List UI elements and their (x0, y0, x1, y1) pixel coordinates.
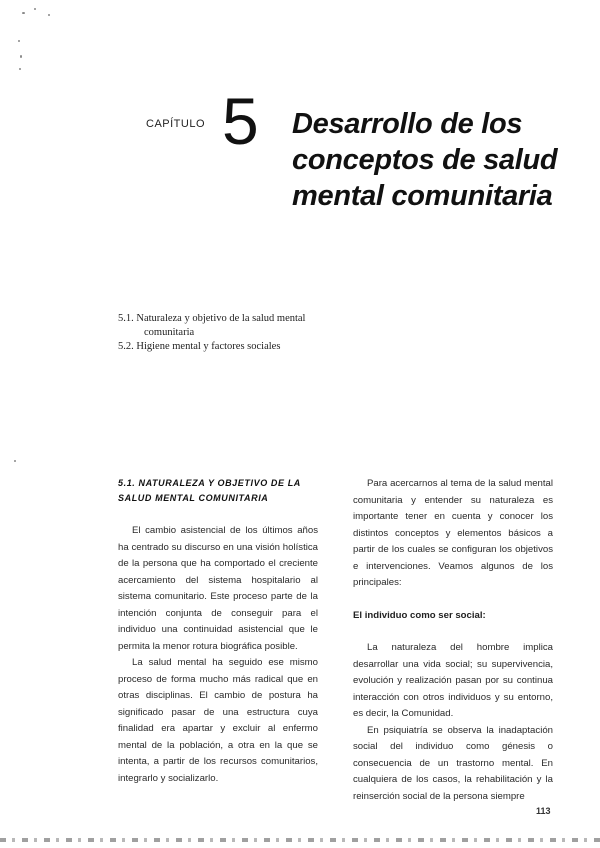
chapter-label: CAPÍTULO (146, 118, 206, 130)
scan-speck (14, 460, 16, 462)
chapter-number: 5 (222, 84, 259, 158)
scan-speck (19, 68, 21, 70)
scan-speck (20, 55, 22, 58)
scan-speck (48, 14, 50, 16)
subheading: El individuo como ser social: (353, 609, 486, 621)
contents-item: 5.1. Naturaleza y objetivo de la salud mental comunitaria (118, 313, 306, 338)
body-paragraph: Para acercarnos al tema de la salud mental comunitaria y entender su naturaleza es importante tener en cuenta y conocer los distintos conceptos y elementos básicos a partir de los cuales se configuran los objetivos e intervenciones. Veamos algunos de los principales: (353, 478, 553, 588)
chapter-title (292, 106, 592, 214)
contents-item: 5.2. Higiene mental y factores sociales (118, 341, 281, 352)
scan-speck (34, 8, 36, 10)
scan-speck (18, 40, 20, 42)
chapter-contents (118, 312, 358, 354)
body-paragraph: La naturaleza del hombre implica desarrollar una vida social; su supervivencia, evolución y realización pasan por su continua interacción con otros individuos y su entorno, es decir, la Comunidad. (353, 642, 553, 719)
scan-speck (22, 12, 25, 14)
chapter-title-line: Desarrollo de los (292, 108, 523, 140)
page-number: 113 (536, 806, 551, 816)
scan-edge (0, 838, 600, 842)
body-paragraph: El cambio asistencial de los últimos años ha centrado su discurso en una visión holística de la persona que ha comportado el creciente acercamiento del sistema hospitalario al sistema comunitario. Este proceso parte de la intención conjunta de conseguir para el individuo una continuidad asistencial que le permita la menor rotura biográfica posible. (118, 525, 318, 652)
section-heading: 5.1. NATURALEZA Y OBJETIVO DE LA SALUD MENTAL COMUNITARIA (118, 478, 301, 503)
body-paragraph: La salud mental ha seguido ese mismo proceso de forma mucho más radical que en otras disciplinas. El cambio de postura ha significado pasar de una estructura cuya finalidad era apartar y excluir al enfermo mental de la población, a otra en la que se intenta, a partir de los recursos comunitarios, integrarlo y socializarlo. (118, 657, 318, 784)
right-column (353, 476, 553, 805)
left-column (118, 476, 318, 787)
chapter-title-line: mental comunitaria (292, 180, 553, 212)
chapter-title-line: conceptos de salud (292, 144, 558, 176)
body-paragraph: En psiquiatría se observa la inadaptación social del individuo como génesis o consecuencia de un trastorno mental. En cualquiera de los casos, la rehabilitación y la reinserción social de la persona siempre (353, 724, 553, 802)
